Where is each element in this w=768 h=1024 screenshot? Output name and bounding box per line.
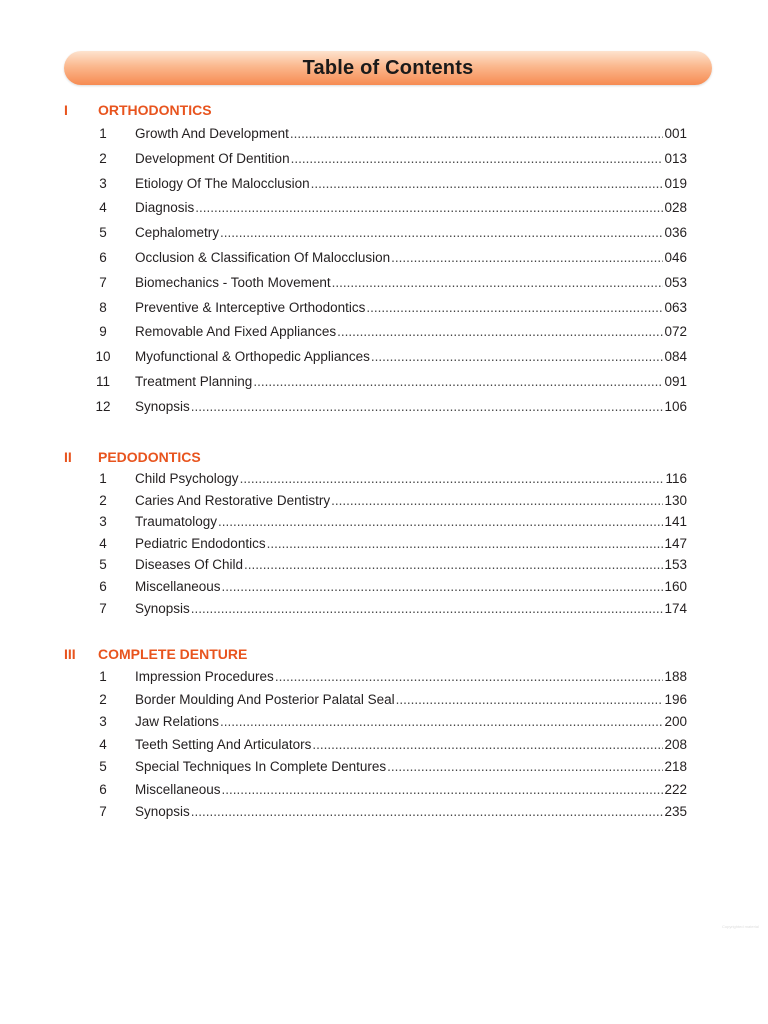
page-number: 218 xyxy=(664,759,687,774)
chapter-title: Treatment Planning xyxy=(135,374,253,389)
chapter-title: Removable And Fixed Appliances xyxy=(135,324,337,340)
toc-entry[interactable] xyxy=(0,198,768,218)
page-number: 130 xyxy=(664,492,687,508)
chapter-title: Pediatric Endodontics xyxy=(135,535,266,551)
toc-entry[interactable] xyxy=(0,780,768,800)
copyright-watermark: Copyrighted material xyxy=(722,924,759,929)
chapter-number: 6 xyxy=(99,781,107,797)
section-numeral: III xyxy=(64,646,76,662)
chapter-title: Synopsis xyxy=(135,398,190,414)
page-number: 222 xyxy=(664,781,687,797)
toc-entry[interactable] xyxy=(0,712,768,732)
chapter-title: Special Techniques In Complete Dentures xyxy=(135,759,387,774)
chapter-number: 5 xyxy=(99,759,107,774)
toc-entry[interactable] xyxy=(0,322,768,342)
page-number: 200 xyxy=(664,714,687,729)
chapter-title: Diagnosis xyxy=(135,200,195,216)
page-number: 001 xyxy=(664,126,687,141)
entry-line xyxy=(135,712,687,732)
chapter-title: Synopsis xyxy=(135,804,190,819)
entry-line xyxy=(135,248,687,268)
page-number: 160 xyxy=(664,579,687,594)
chapter-number: 2 xyxy=(99,492,107,508)
entry-line xyxy=(135,757,687,777)
dot-leader xyxy=(331,491,663,511)
dot-leader xyxy=(195,198,663,218)
chapter-number: 4 xyxy=(99,200,107,216)
toc-entry[interactable] xyxy=(0,372,768,392)
chapter-title: Child Psychology xyxy=(135,471,239,486)
dot-leader xyxy=(191,599,664,619)
chapter-number: 10 xyxy=(95,349,111,365)
toc-entry[interactable] xyxy=(0,347,768,367)
chapter-number: 1 xyxy=(99,669,107,684)
chapter-number: 8 xyxy=(99,299,107,315)
chapter-title: Growth And Development xyxy=(135,126,289,141)
dot-leader xyxy=(222,577,664,597)
entry-line xyxy=(135,534,687,554)
page-number: 188 xyxy=(664,669,687,684)
chapter-number: 1 xyxy=(99,471,107,486)
page-title: Table of Contents xyxy=(302,56,474,79)
chapter-number: 4 xyxy=(99,535,107,551)
toc-entry[interactable] xyxy=(0,667,768,687)
toc-entry[interactable] xyxy=(0,534,768,554)
chapter-title: Teeth Setting And Articulators xyxy=(135,736,312,752)
dot-leader xyxy=(191,397,664,417)
dot-leader xyxy=(337,322,663,342)
chapter-number: 2 xyxy=(99,691,107,707)
page-number: 174 xyxy=(664,600,687,616)
chapter-title: Miscellaneous xyxy=(135,579,221,594)
dot-leader xyxy=(220,223,663,243)
page-number: 019 xyxy=(664,175,687,191)
dot-leader xyxy=(391,248,663,268)
chapter-title: Myofunctional & Orthopedic Appliances xyxy=(135,349,370,365)
dot-leader xyxy=(291,149,664,169)
dot-leader xyxy=(240,469,665,489)
toc-entry[interactable] xyxy=(0,174,768,194)
toc-entry[interactable] xyxy=(0,735,768,755)
page-number: 141 xyxy=(664,514,687,530)
chapter-title: Diseases Of Child xyxy=(135,557,244,573)
chapter-title: Caries And Restorative Dentistry xyxy=(135,492,331,508)
section-title: COMPLETE DENTURE xyxy=(98,646,248,662)
entry-line xyxy=(135,149,687,169)
chapter-title: Biomechanics - Tooth Movement xyxy=(135,274,331,290)
toc-entry[interactable] xyxy=(0,690,768,710)
toc-entry[interactable] xyxy=(0,512,768,532)
entry-line xyxy=(135,690,687,710)
chapter-number: 3 xyxy=(99,714,107,729)
chapter-title: Miscellaneous xyxy=(135,781,221,797)
toc-entry[interactable] xyxy=(0,124,768,144)
dot-leader xyxy=(275,667,664,687)
chapter-title: Cephalometry xyxy=(135,225,220,241)
chapter-number: 7 xyxy=(99,600,107,616)
section-numeral: II xyxy=(64,449,72,465)
page-number: 053 xyxy=(664,274,687,290)
chapter-title: Impression Procedures xyxy=(135,669,274,684)
entry-line xyxy=(135,780,687,800)
entry-line xyxy=(135,347,687,367)
toc-entry[interactable] xyxy=(0,491,768,511)
entry-line xyxy=(135,491,687,511)
chapter-number: 12 xyxy=(95,398,111,414)
entry-line xyxy=(135,198,687,218)
page-number: 046 xyxy=(664,250,687,265)
toc-entry[interactable] xyxy=(0,273,768,293)
page-number: 147 xyxy=(664,535,687,551)
page-number: 028 xyxy=(664,200,687,216)
page-number: 208 xyxy=(664,736,687,752)
toc-entry[interactable] xyxy=(0,555,768,575)
entry-line xyxy=(135,802,687,822)
toc-entry[interactable] xyxy=(0,469,768,489)
chapter-number: 11 xyxy=(95,374,110,389)
entry-line xyxy=(135,735,687,755)
entry-line xyxy=(135,512,687,532)
chapter-number: 3 xyxy=(99,175,107,191)
chapter-title: Traumatology xyxy=(135,514,218,530)
toc-entry[interactable] xyxy=(0,149,768,169)
toc-entry[interactable] xyxy=(0,248,768,268)
page-number: 063 xyxy=(664,299,687,315)
page-number: 084 xyxy=(664,349,687,365)
chapter-title: Jaw Relations xyxy=(135,714,220,729)
entry-line xyxy=(135,298,687,318)
chapter-number: 9 xyxy=(99,324,107,340)
chapter-number: 1 xyxy=(99,126,107,141)
dot-leader xyxy=(220,712,663,732)
section-title: ORTHODONTICS xyxy=(98,102,212,118)
dot-leader xyxy=(387,757,663,777)
page-number: 091 xyxy=(664,374,687,389)
chapter-number: 6 xyxy=(99,250,107,265)
chapter-title: Synopsis xyxy=(135,600,190,616)
entry-line xyxy=(135,667,687,687)
title-banner xyxy=(64,51,712,85)
entry-line xyxy=(135,469,687,489)
toc-entry[interactable] xyxy=(0,298,768,318)
chapter-number: 2 xyxy=(99,150,107,166)
chapter-title: Development Of Dentition xyxy=(135,150,290,166)
page-number: 013 xyxy=(664,150,687,166)
chapter-number: 6 xyxy=(99,579,107,594)
dot-leader xyxy=(332,273,664,293)
chapter-number: 4 xyxy=(99,736,107,752)
entry-line xyxy=(135,599,687,619)
entry-line xyxy=(135,397,687,417)
entry-line xyxy=(135,577,687,597)
chapter-title: Border Moulding And Posterior Palatal Seal xyxy=(135,691,395,707)
dot-leader xyxy=(253,372,663,392)
chapter-number: 3 xyxy=(99,514,107,530)
entry-line xyxy=(135,124,687,144)
chapter-title: Preventive & Interceptive Orthodontics xyxy=(135,299,366,315)
section-title: PEDODONTICS xyxy=(98,449,201,465)
entry-line xyxy=(135,223,687,243)
page-number: 106 xyxy=(664,398,687,414)
dot-leader xyxy=(311,174,664,194)
page-number: 196 xyxy=(664,691,687,707)
toc-entry[interactable] xyxy=(0,223,768,243)
dot-leader xyxy=(267,534,664,554)
chapter-number: 5 xyxy=(99,225,107,241)
toc-entry[interactable] xyxy=(0,599,768,619)
page-number: 153 xyxy=(664,557,687,573)
chapter-title: Occlusion & Classification Of Malocclusion xyxy=(135,250,391,265)
toc-entry[interactable] xyxy=(0,577,768,597)
toc-entry[interactable] xyxy=(0,397,768,417)
page-number: 072 xyxy=(664,324,687,340)
dot-leader xyxy=(222,780,664,800)
page-number: 116 xyxy=(665,471,687,486)
dot-leader xyxy=(371,347,664,367)
entry-line xyxy=(135,555,687,575)
dot-leader xyxy=(396,690,664,710)
dot-leader xyxy=(244,555,663,575)
chapter-title: Etiology Of The Malocclusion xyxy=(135,175,310,191)
chapter-number: 7 xyxy=(99,804,107,819)
dot-leader xyxy=(191,802,664,822)
section-numeral: I xyxy=(64,102,68,118)
dot-leader xyxy=(218,512,663,532)
dot-leader xyxy=(366,298,663,318)
dot-leader xyxy=(290,124,664,144)
dot-leader xyxy=(312,735,663,755)
entry-line xyxy=(135,174,687,194)
page-number: 036 xyxy=(664,225,687,241)
page-number: 235 xyxy=(664,804,687,819)
toc-entry[interactable] xyxy=(0,757,768,777)
entry-line xyxy=(135,372,687,392)
entry-line xyxy=(135,322,687,342)
chapter-number: 5 xyxy=(99,557,107,573)
entry-line xyxy=(135,273,687,293)
chapter-number: 7 xyxy=(99,274,107,290)
toc-entry[interactable] xyxy=(0,802,768,822)
